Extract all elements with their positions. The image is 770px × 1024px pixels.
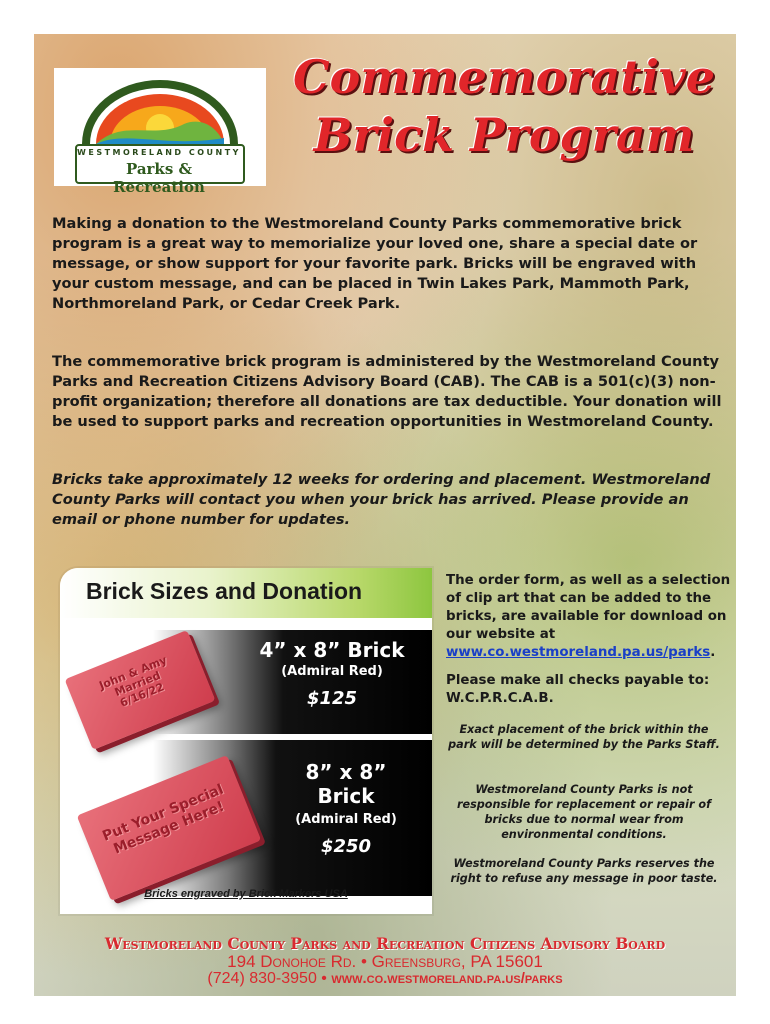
timing-paragraph: Bricks take approximately 12 weeks for ordering and placement. Westmoreland County Parks will contact you when your brick has arrived. Please provide an email or phone number for updates.: [52, 471, 711, 528]
logo-name-text: Parks & Recreation: [113, 160, 205, 196]
refusal-note: Westmoreland County Parks reserves the right to refuse any message in poor taste.: [450, 857, 718, 885]
footer-address: 194 Donohoe Rd. • Greensburg, PA 15601: [227, 952, 543, 971]
large-brick-size: 8” x 8” Brick: [305, 760, 387, 808]
footer-contact: [34, 970, 736, 988]
brick-panel-heading: Brick Sizes and Donation: [86, 578, 363, 604]
footer-organization: Westmoreland County Parks and Recreation Citizens Advisory Board: [104, 934, 666, 953]
order-form-note: [446, 572, 732, 662]
order-form-end: .: [710, 645, 716, 660]
intro-paragraph: Making a donation to the Westmoreland County Parks commemorative brick program is a great way to memorialize your loved one, share a special date or message, or show support for your favorite park. Bricks will be engraved with your custom message, and can be placed in Twin Lakes Park, Mammoth Park, Northmoreland Park, or Cedar Creek Park.: [52, 215, 698, 312]
cab-paragraph: The commemorative brick program is administered by the Westmoreland County Parks and Recreation Citizens Advisory Board (CAB). The CAB is a 501(c)(3) non-profit organization; therefore all donations are tax deductible. Your donation will be used to support parks and recreation opportunities in Westmoreland County.: [52, 353, 722, 430]
footer-website[interactable]: www.co.westmoreland.pa.us/parks: [331, 970, 563, 987]
small-brick-color: (Admiral Red): [281, 664, 383, 679]
title-line-2: Brick Program: [313, 108, 695, 162]
large-brick-color: (Admiral Red): [295, 812, 397, 827]
brick-sizes-panel: [60, 568, 432, 914]
logo-county-text: WESTMORELAND COUNTY: [77, 148, 241, 157]
small-brick-size: 4” x 8” Brick: [259, 638, 405, 662]
responsibility-note: Westmoreland County Parks is not responsible for replacement or repair of bricks due to normal wear from environmental conditions.: [457, 783, 711, 841]
brick-panel-header: [60, 568, 432, 618]
small-brick-engraving: John & Amy Married 6/16/22: [97, 653, 169, 710]
checks-payable-note: Please make all checks payable to: W.C.P.R.C.A.B.: [446, 673, 710, 706]
engraver-credit: Bricks engraved by Brick Markers USA: [144, 888, 348, 900]
small-brick-price: $125: [306, 688, 358, 709]
title-line-1: Commemorative: [292, 50, 716, 104]
flyer-page: [34, 34, 736, 996]
large-brick-price: $250: [320, 836, 372, 857]
parks-logo: [54, 68, 266, 196]
website-link[interactable]: www.co.westmoreland.pa.us/parks: [446, 645, 711, 660]
placement-note: Exact placement of the brick within the park will be determined by the Parks Staff.: [448, 723, 720, 751]
large-brick-engraving: Put Your Special Message Here!: [100, 781, 227, 858]
footer-phone: (724) 830-3950 •: [207, 970, 332, 987]
order-form-text: The order form, as well as a selection of clip art that can be added to the bricks, are available for download on our website at: [446, 573, 731, 642]
page-title: [274, 48, 734, 164]
